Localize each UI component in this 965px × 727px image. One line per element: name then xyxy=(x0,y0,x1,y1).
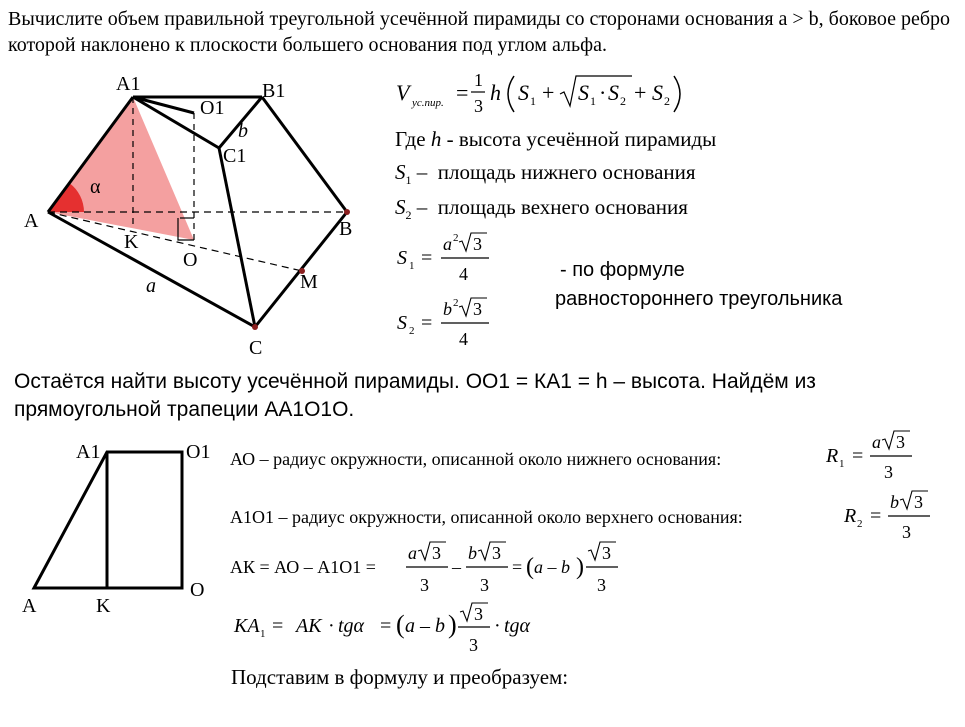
svg-text:R: R xyxy=(826,445,839,467)
svg-text:3: 3 xyxy=(492,543,501,563)
svg-text:3: 3 xyxy=(597,575,606,595)
trap-label-a: A xyxy=(22,595,37,616)
svg-text:1: 1 xyxy=(409,260,415,272)
svg-text:1: 1 xyxy=(260,628,266,640)
svg-text:3: 3 xyxy=(420,575,429,595)
svg-text:α xyxy=(90,176,101,198)
svg-text:A xyxy=(24,210,39,232)
svg-text:): ) xyxy=(576,554,584,580)
svg-text:(: ( xyxy=(396,610,405,639)
svg-text:(: ( xyxy=(526,554,534,580)
svg-text:AK: AK xyxy=(296,615,322,637)
edge-a1-o1 xyxy=(133,97,194,113)
trap-label-o: O xyxy=(190,579,205,601)
svg-text:3: 3 xyxy=(473,299,482,319)
svg-text:=: = xyxy=(852,445,864,467)
edge-c1-c xyxy=(219,148,255,327)
remaining-line-1: Остаётся найти высоту усечённой пирамиды. ОО1 = КА1 = h – высота. Найдём из xyxy=(14,370,816,393)
svg-text:2: 2 xyxy=(409,325,415,337)
s1-formula xyxy=(395,228,515,288)
ka1-formula xyxy=(230,594,570,660)
svg-text:K xyxy=(124,231,139,253)
svg-text:C1 xyxy=(223,145,246,167)
svg-text:=: = xyxy=(421,312,433,334)
svg-text:O1 xyxy=(200,97,224,119)
edge-b1-b xyxy=(262,97,347,212)
svg-text:4: 4 xyxy=(459,329,468,349)
svg-text:S: S xyxy=(397,312,407,334)
svg-text:b: b xyxy=(890,492,899,512)
svg-text:4: 4 xyxy=(459,264,468,284)
volume-formula xyxy=(390,62,690,122)
label-o1: O1 xyxy=(200,97,225,119)
vol-v: V xyxy=(396,80,410,105)
svg-text:1: 1 xyxy=(590,94,596,108)
svg-text:b: b xyxy=(468,543,477,563)
h-description: Где h - высота усечённой пирамиды xyxy=(395,127,717,151)
problem-statement: Вычислите объем правильной треугольной усечённой пирамиды со сторонами основания a > b, боковое ребро которой наклонено к плоскости большего основания под углом альфа. xyxy=(8,8,951,56)
svg-text:a xyxy=(146,275,156,297)
svg-text:M xyxy=(300,271,318,293)
s2-description: $S_2$ – площадь вехнего основания xyxy=(395,195,688,223)
svg-text:S: S xyxy=(608,80,619,105)
svg-text:·: · xyxy=(328,615,335,637)
svg-text:b: b xyxy=(443,299,452,319)
svg-text:KA: KA xyxy=(234,615,260,637)
vol-den: 3 xyxy=(474,96,483,116)
svg-text:=: = xyxy=(272,615,284,637)
svg-text:3: 3 xyxy=(602,543,611,563)
svg-text:A1 xyxy=(116,73,140,95)
svg-text:+: + xyxy=(634,80,647,105)
svg-text:2: 2 xyxy=(453,297,459,309)
label-b: B xyxy=(339,218,353,240)
svg-text:=: = xyxy=(870,505,882,527)
vol-h: h xyxy=(490,80,501,105)
svg-text:C xyxy=(249,337,262,359)
svg-text:B1 xyxy=(262,80,285,102)
final-text: Подставим в формулу и преобразуем: xyxy=(231,665,569,689)
trap-label-o1: O1 xyxy=(186,441,211,463)
ak-formula xyxy=(404,535,644,599)
remaining-line-2: прямоугольной трапеции АА1О1О. xyxy=(14,398,355,421)
label-b-side: b xyxy=(238,120,248,142)
svg-text:2: 2 xyxy=(664,94,670,108)
s1-description: $S_1$ – площадь нижнего основания xyxy=(395,160,696,188)
svg-text:a: a xyxy=(443,234,452,254)
svg-text:=: = xyxy=(380,615,392,637)
label-alpha: α xyxy=(90,176,101,198)
svg-text:a – b: a – b xyxy=(405,615,445,637)
svg-text:2: 2 xyxy=(857,518,863,530)
svg-text:3: 3 xyxy=(884,462,893,482)
label-a: A xyxy=(24,210,39,232)
svg-text:3: 3 xyxy=(469,635,478,655)
svg-text:1: 1 xyxy=(530,94,536,108)
formula-note-1: - по формуле xyxy=(560,259,685,281)
svg-text:3: 3 xyxy=(480,575,489,595)
formula-note-2: равностороннего треугольника xyxy=(555,288,843,310)
vol-num: 1 xyxy=(474,70,483,90)
svg-text:1: 1 xyxy=(839,458,845,470)
label-k: K xyxy=(124,231,139,253)
svg-text:2: 2 xyxy=(453,232,459,244)
label-m: M xyxy=(300,271,318,293)
point-b xyxy=(344,209,350,215)
label-o: O xyxy=(183,249,198,271)
trap-label-a1: A1 xyxy=(76,441,101,463)
svg-text:B xyxy=(339,218,352,240)
svg-text:a: a xyxy=(872,432,881,452)
svg-text:+: + xyxy=(542,80,555,105)
svg-text:R: R xyxy=(844,505,857,527)
r1-formula xyxy=(822,424,942,484)
svg-text:3: 3 xyxy=(474,604,483,624)
vol-s1: S xyxy=(518,80,529,105)
svg-text:=: = xyxy=(421,247,433,269)
trap-label-k: K xyxy=(96,595,111,616)
svg-text:b xyxy=(238,120,248,142)
svg-text:a: a xyxy=(408,543,417,563)
vol-sub: ус.пир. xyxy=(412,97,444,109)
r2-formula xyxy=(840,482,960,544)
svg-text:a – b: a – b xyxy=(534,557,570,577)
svg-text:S: S xyxy=(652,80,663,105)
svg-text:–: – xyxy=(452,557,461,577)
svg-text:3: 3 xyxy=(473,234,482,254)
svg-text:3: 3 xyxy=(914,492,923,512)
s2-formula xyxy=(395,293,515,353)
svg-text:O xyxy=(183,249,197,271)
svg-text:3: 3 xyxy=(432,543,441,563)
svg-text:·: · xyxy=(494,615,501,637)
a1o1-radius-text: А1О1 – радиус окружности, описанной около верхнего основания: xyxy=(230,507,743,527)
svg-text:tgα: tgα xyxy=(504,615,531,637)
svg-text:·: · xyxy=(599,80,607,105)
svg-text:3: 3 xyxy=(896,432,905,452)
trapezoid-figure xyxy=(10,436,220,616)
label-a-side: a xyxy=(146,275,156,297)
svg-text:2: 2 xyxy=(620,94,626,108)
svg-text:tgα: tgα xyxy=(338,615,365,637)
ak-text: АК = АО – А1О1 = xyxy=(230,557,376,577)
point-c xyxy=(252,324,258,330)
label-b1: B1 xyxy=(262,80,286,102)
label-a1: A1 xyxy=(116,73,141,95)
svg-text:3: 3 xyxy=(902,522,911,542)
svg-text:S: S xyxy=(578,80,589,105)
pyramid-figure xyxy=(0,70,380,370)
svg-text:S: S xyxy=(397,247,407,269)
svg-text:): ) xyxy=(448,610,457,639)
label-c1: C1 xyxy=(223,145,247,167)
svg-text:=: = xyxy=(512,557,523,577)
vol-eq: = xyxy=(456,80,469,105)
ao-radius-text: АО – радиус окружности, описанной около нижнего основания: xyxy=(230,449,722,469)
label-c: C xyxy=(249,337,263,359)
